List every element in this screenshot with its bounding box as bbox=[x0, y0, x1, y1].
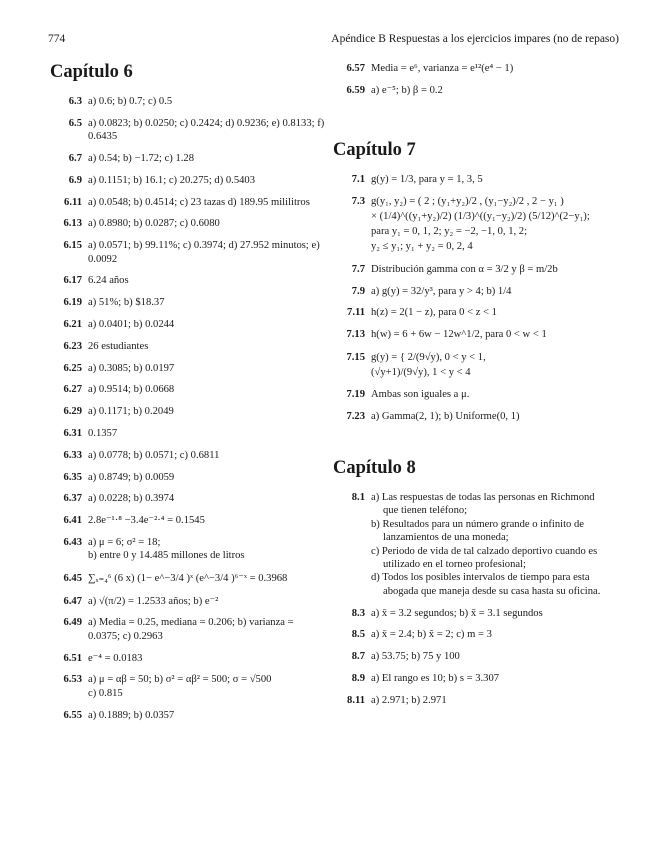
answer-number: 6.23 bbox=[63, 340, 82, 352]
answer-number: 6.43 bbox=[63, 536, 82, 548]
answer-text: a) 0.3085; b) 0.0197 bbox=[88, 362, 175, 374]
answer-entry bbox=[333, 306, 605, 319]
answer-entry bbox=[333, 263, 605, 276]
answer-number: 6.5 bbox=[68, 117, 82, 129]
answer-text: a) 0.1151; b) 16.1; c) 20.275; d) 0.5403 bbox=[88, 174, 256, 186]
answer-number: 6.49 bbox=[63, 617, 82, 629]
page-number: 774 bbox=[48, 33, 66, 45]
answer-number: 7.11 bbox=[347, 307, 365, 319]
answer-text: h(w) = 6 + 6w − 12w^1/2, para 0 < w < 1 bbox=[371, 329, 547, 341]
answer-entry bbox=[333, 672, 605, 685]
answer-part: c) Periodo de vida de tal calzado deportivo cuando es utilizado en el torneo profesional; bbox=[371, 545, 598, 570]
answer-text: 6.24 años bbox=[88, 275, 129, 287]
answer-text: a) 0.6; b) 0.7; c) 0.5 bbox=[88, 96, 173, 107]
answer-text: a) e⁻⁵; b) β = 0.2 bbox=[371, 84, 443, 96]
answer-text: a) Gamma(2, 1); b) Uniforme(0, 1) bbox=[371, 411, 520, 423]
answer-entry bbox=[50, 405, 325, 418]
answer-number: 8.9 bbox=[351, 672, 365, 684]
answer-text: a) 0.0823; b) 0.0250; c) 0.2424; d) 0.9236; e) 0.8133; f) 0.6435 bbox=[88, 117, 325, 143]
answer-number: 8.3 bbox=[351, 607, 365, 619]
answer-number: 8.5 bbox=[351, 629, 365, 641]
answer-entry bbox=[333, 62, 605, 75]
answer-text: a) Media = 0.25, mediana = 0.206; b) varianza = 0.0375; c) 0.2963 bbox=[88, 617, 294, 642]
left-column bbox=[50, 62, 325, 730]
answer-text: a) g(y) = 32/y³, para y > 4; b) 1/4 bbox=[371, 285, 512, 297]
answer-number: 6.29 bbox=[63, 406, 82, 418]
answer-text: a) 0.1171; b) 0.2049 bbox=[88, 406, 174, 418]
right-column bbox=[333, 62, 605, 716]
answer-number: 7.3 bbox=[351, 196, 365, 208]
answer-number: 6.11 bbox=[64, 196, 82, 208]
answer-number: 8.11 bbox=[347, 694, 365, 706]
answer-entry bbox=[50, 362, 325, 375]
answer-entry bbox=[50, 383, 325, 396]
answer-number: 6.59 bbox=[346, 84, 365, 96]
answer-entry bbox=[333, 84, 605, 97]
answer-number: 6.33 bbox=[63, 449, 82, 461]
answer-entry bbox=[50, 117, 325, 144]
answer-number: 6.31 bbox=[63, 427, 82, 439]
chapter-7-list bbox=[333, 173, 605, 424]
answer-entry bbox=[50, 709, 325, 722]
answer-number: 8.1 bbox=[351, 491, 365, 503]
answer-entry bbox=[50, 427, 325, 440]
answer-text-continued: × (1/4)^((y₁+y₂)/2) (1/3)^((y₁−y₂)/2) (5/12)^(2−y₁); bbox=[371, 211, 590, 223]
answer-entry bbox=[333, 628, 605, 641]
answer-text: a) 0.8749; b) 0.0059 bbox=[88, 471, 175, 483]
answer-text: a) El rango es 10; b) s = 3.307 bbox=[371, 672, 500, 684]
answer-text: a) 0.1889; b) 0.0357 bbox=[88, 709, 175, 721]
answer-entry bbox=[333, 194, 605, 254]
answer-part: b) Resultados para un número grande o infinito de lanzamientos de una moneda; bbox=[371, 518, 584, 544]
answer-entry bbox=[50, 239, 325, 266]
running-title: Apéndice B Respuestas a los ejercicios impares (no de repaso) bbox=[331, 33, 619, 45]
answer-entry bbox=[50, 318, 325, 331]
answer-number: 6.55 bbox=[63, 709, 82, 721]
answer-number: 6.57 bbox=[346, 63, 365, 74]
answer-entry bbox=[50, 536, 325, 563]
answer-text: a) 0.0778; b) 0.0571; c) 0.6811 bbox=[88, 449, 220, 461]
answer-number: 7.19 bbox=[346, 389, 365, 401]
answer-entry bbox=[50, 571, 325, 586]
answer-number: 6.7 bbox=[68, 153, 82, 164]
answer-number: 6.47 bbox=[63, 595, 82, 607]
answer-text: ∑ₓ₌₄⁶ (6 x) (1− e^−3/4 )ˣ (e^−3/4 )⁶⁻ˣ = 0.3968 bbox=[88, 573, 288, 585]
answer-part: d) Todos los posibles intervalos de tiempo para esta abogada que maneja desde su casa hasta su oficina. bbox=[371, 572, 601, 597]
section-spacer bbox=[333, 106, 605, 140]
answer-entry bbox=[50, 616, 325, 643]
answer-text: h(z) = 2(1 − z), para 0 < z < 1 bbox=[371, 307, 497, 319]
answer-number: 7.1 bbox=[351, 173, 365, 185]
answer-text: g(y) = { 2/(9√y), 0 < y < 1, bbox=[371, 351, 486, 363]
section-spacer bbox=[333, 432, 605, 458]
answer-text-continued: (√y+1)/(9√y), 1 < y < 4 bbox=[371, 366, 471, 378]
answer-number: 6.51 bbox=[63, 652, 82, 664]
chapter-6-list bbox=[50, 95, 325, 722]
answer-entry bbox=[50, 652, 325, 665]
answer-number: 7.13 bbox=[346, 329, 365, 341]
answer-text: Media = e⁶, varianza = e¹²(e⁴ − 1) bbox=[371, 63, 514, 74]
answer-text: a) 53.75; b) 75 y 100 bbox=[371, 651, 460, 663]
answer-number: 6.41 bbox=[63, 515, 82, 527]
chapter-6-continued-list bbox=[333, 62, 605, 97]
answer-entry bbox=[50, 471, 325, 484]
answer-text: a) 2.971; b) 2.971 bbox=[371, 694, 447, 706]
answer-text: a) μ = αβ = 50; b) σ² = αβ² = 500; σ = √500 bbox=[88, 674, 272, 686]
answer-entry bbox=[50, 95, 325, 108]
answer-text: g(y₁, y₂) = ( 2 ; (y₁+y₂)/2 , (y₁−y₂)/2 , 2 − y₁ ) bbox=[371, 196, 564, 208]
answer-entry bbox=[50, 673, 325, 700]
answer-text-continued: y₂ ≤ y₁; y₁ + y₂ = 0, 2, 4 bbox=[371, 241, 473, 253]
answer-entry bbox=[50, 152, 325, 165]
answer-number: 6.27 bbox=[63, 384, 82, 396]
chapter-8-list bbox=[333, 491, 605, 707]
answer-text: e⁻⁴ = 0.0183 bbox=[88, 652, 143, 664]
answer-text: Ambas son iguales a μ. bbox=[371, 389, 470, 401]
answer-text: a) 0.8980; b) 0.0287; c) 0.6080 bbox=[88, 218, 220, 230]
answer-number: 6.9 bbox=[68, 174, 82, 186]
answer-number: 7.7 bbox=[351, 263, 365, 275]
answer-entry bbox=[333, 350, 605, 380]
answer-number: 6.45 bbox=[63, 573, 82, 585]
answer-entry bbox=[50, 296, 325, 309]
answer-entry bbox=[50, 274, 325, 287]
answer-entry bbox=[50, 595, 325, 608]
answer-text: 0.1357 bbox=[88, 427, 118, 439]
answer-entry bbox=[333, 285, 605, 298]
chapter-8-title: Capítulo 8 bbox=[333, 457, 416, 478]
answer-number: 6.13 bbox=[63, 218, 82, 230]
answer-number: 6.37 bbox=[63, 493, 82, 505]
chapter-7-title: Capítulo 7 bbox=[333, 139, 416, 160]
answer-number: 7.9 bbox=[351, 285, 365, 297]
answer-entry bbox=[333, 328, 605, 341]
answer-text: g(y) = 1/3, para y = 1, 3, 5 bbox=[371, 173, 483, 185]
answer-text: a) 51%; b) $18.37 bbox=[88, 297, 165, 309]
answer-text: a) 0.0401; b) 0.0244 bbox=[88, 318, 175, 330]
answer-text-continued: para y₁ = 0, 1, 2; y₂ = −2, −1, 0, 1, 2; bbox=[371, 226, 528, 238]
answer-number: 7.15 bbox=[346, 351, 365, 363]
answer-entry bbox=[50, 514, 325, 527]
answer-text-continued: c) 0.815 bbox=[88, 687, 123, 699]
answer-text: a) 0.9514; b) 0.0668 bbox=[88, 384, 175, 396]
answer-number: 6.19 bbox=[63, 297, 82, 309]
answer-number: 8.7 bbox=[351, 651, 365, 663]
answer-entry bbox=[50, 340, 325, 353]
answer-number: 6.3 bbox=[68, 96, 82, 107]
answer-text: 26 estudiantes bbox=[88, 340, 149, 352]
answer-text: a) √(π/2) = 1.2533 años; b) e⁻² bbox=[88, 595, 219, 607]
answer-entry bbox=[333, 410, 605, 423]
answer-number: 6.35 bbox=[63, 471, 82, 483]
chapter-6-title: Capítulo 6 bbox=[50, 62, 133, 82]
answer-text: a) 0.0571; b) 99.11%; c) 0.3974; d) 27.952 minutos; e) 0.0092 bbox=[88, 240, 320, 265]
answer-entry bbox=[333, 694, 605, 707]
answer-number: 6.17 bbox=[63, 275, 82, 287]
answer-text: a) μ = 6; σ² = 18; bbox=[88, 536, 161, 548]
answer-entry bbox=[50, 174, 325, 187]
answer-entry bbox=[333, 173, 605, 186]
answer-entry bbox=[50, 449, 325, 462]
answer-number: 6.25 bbox=[63, 362, 82, 374]
answer-text: a) 0.54; b) −1.72; c) 1.28 bbox=[88, 153, 195, 164]
answer-entry bbox=[50, 492, 325, 505]
answer-entry bbox=[333, 650, 605, 663]
answer-part: a) Las respuestas de todas las personas en Richmond que tienen teléfono; bbox=[371, 491, 595, 517]
answer-number: 6.21 bbox=[63, 318, 82, 330]
answer-number: 6.15 bbox=[63, 240, 82, 252]
answer-text: a) x̄ = 3.2 segundos; b) x̃ = 3.1 segundos bbox=[371, 607, 543, 619]
answer-text: Distribución gamma con α = 3/2 y β = m/2b bbox=[371, 263, 558, 275]
answer-text: 2.8e⁻¹·⁸ −3.4e⁻²·⁴ = 0.1545 bbox=[88, 515, 205, 527]
answer-number: 7.23 bbox=[346, 411, 365, 423]
answer-text-continued: b) entre 0 y 14.485 millones de litros bbox=[88, 550, 245, 562]
answer-text: a) 0.0228; b) 0.3974 bbox=[88, 493, 175, 505]
answer-entry bbox=[333, 388, 605, 401]
answer-entry bbox=[333, 491, 605, 598]
answer-text: a) 0.0548; b) 0.4514; c) 23 tazas d) 189.95 mililitros bbox=[88, 196, 310, 208]
answer-entry bbox=[50, 217, 325, 230]
answer-entry bbox=[333, 607, 605, 620]
answer-text: a) x̄ = 2.4; b) x̃ = 2; c) m = 3 bbox=[371, 629, 492, 641]
answer-entry bbox=[50, 196, 325, 209]
answer-number: 6.53 bbox=[63, 674, 82, 686]
